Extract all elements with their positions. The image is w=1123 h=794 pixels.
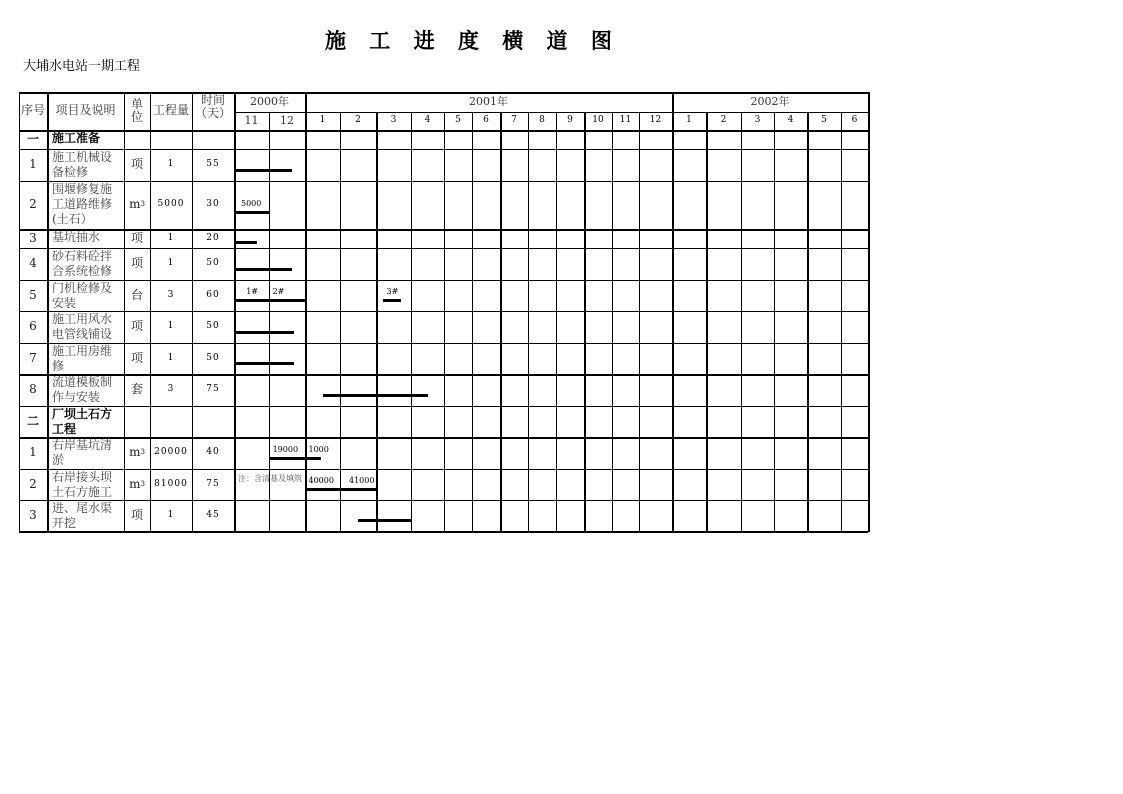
header-unit: 单位 bbox=[130, 96, 143, 124]
row-unit: 项 bbox=[130, 256, 143, 271]
row-seq: 2 bbox=[29, 476, 37, 491]
bar-label: 19000 bbox=[272, 445, 299, 454]
row-seq: 1 bbox=[29, 445, 37, 460]
progress-bar bbox=[358, 519, 411, 522]
row-duration: 20 bbox=[206, 232, 220, 243]
section-title: 厂坝土石方工程 bbox=[52, 407, 113, 436]
row-unit: m 3 bbox=[129, 476, 145, 491]
project-name: 大埔水电站一期工程 bbox=[23, 59, 141, 74]
month-divider bbox=[444, 112, 445, 532]
bar-label: 41000 bbox=[349, 476, 375, 485]
month-header: 7 bbox=[511, 115, 517, 126]
month-divider bbox=[672, 92, 674, 532]
row-duration: 50 bbox=[206, 258, 220, 269]
progress-bar bbox=[234, 299, 305, 302]
year-header: 2000年 bbox=[250, 95, 289, 109]
row-seq: 3 bbox=[29, 507, 37, 522]
row-note: 注：含清基及填筑 bbox=[238, 474, 302, 483]
bar-label: 3# bbox=[386, 287, 399, 296]
row-seq: 5 bbox=[29, 287, 37, 302]
month-divider bbox=[706, 112, 708, 532]
row-duration: 40 bbox=[206, 447, 220, 458]
month-header: 1 bbox=[686, 115, 692, 126]
row-unit: m 3 bbox=[129, 197, 145, 212]
progress-bar bbox=[234, 169, 292, 172]
month-divider bbox=[376, 112, 378, 532]
month-header: 12 bbox=[280, 113, 294, 127]
month-divider bbox=[305, 92, 307, 532]
progress-bar bbox=[269, 457, 321, 460]
row-duration: 55 bbox=[206, 159, 220, 170]
month-header: 1 bbox=[319, 115, 326, 126]
bar-label: 40000 bbox=[308, 476, 334, 485]
row-quantity: 5000 bbox=[157, 199, 185, 210]
row-unit: 项 bbox=[130, 319, 143, 334]
column-divider bbox=[47, 92, 49, 532]
row-duration: 75 bbox=[206, 478, 220, 489]
task-name: 施工用房维修 bbox=[52, 344, 113, 373]
year-header: 2001年 bbox=[469, 95, 508, 109]
row-seq: 7 bbox=[29, 350, 37, 365]
progress-bar bbox=[323, 394, 428, 397]
row-quantity: 1 bbox=[167, 258, 175, 269]
row-unit: 台 bbox=[130, 287, 143, 302]
month-header: 6 bbox=[483, 115, 489, 126]
month-header: 9 bbox=[567, 115, 573, 126]
month-divider bbox=[774, 112, 775, 532]
row-unit: 项 bbox=[130, 507, 143, 522]
row-quantity: 1 bbox=[167, 352, 175, 363]
task-name: 右岸基坑清淤 bbox=[52, 438, 113, 467]
month-divider bbox=[868, 92, 870, 532]
row-seq: 8 bbox=[29, 382, 37, 397]
month-divider bbox=[841, 112, 842, 532]
month-divider bbox=[741, 112, 742, 532]
month-header: 11 bbox=[244, 113, 259, 127]
row-duration: 75 bbox=[206, 384, 220, 395]
row-quantity: 20000 bbox=[154, 447, 188, 458]
row-quantity: 81000 bbox=[154, 478, 188, 489]
row-seq: 6 bbox=[29, 319, 37, 334]
row-quantity: 3 bbox=[167, 289, 175, 300]
task-name: 流道模板制作与安装 bbox=[52, 375, 113, 404]
row-duration: 60 bbox=[206, 289, 220, 300]
task-name: 基坑抽水 bbox=[52, 230, 101, 244]
row-quantity: 1 bbox=[167, 159, 175, 170]
month-divider bbox=[500, 112, 502, 532]
bar-label: 2# bbox=[272, 287, 285, 296]
month-header: 3 bbox=[754, 115, 761, 126]
task-name: 进、尾水渠开挖 bbox=[52, 501, 113, 530]
column-divider bbox=[234, 92, 236, 532]
month-header: 8 bbox=[539, 115, 545, 126]
bar-label: 1# bbox=[246, 287, 259, 296]
row-duration: 50 bbox=[206, 352, 220, 363]
month-divider bbox=[340, 112, 341, 532]
task-name: 砂石料砼拌合系统检修 bbox=[52, 249, 113, 278]
month-divider bbox=[807, 112, 809, 532]
progress-bar bbox=[383, 299, 401, 302]
month-divider bbox=[584, 112, 586, 532]
row-unit: 套 bbox=[130, 382, 143, 397]
row-seq: 二 bbox=[26, 413, 39, 428]
row-unit: m 3 bbox=[129, 445, 145, 460]
month-header: 5 bbox=[821, 115, 827, 126]
month-divider bbox=[269, 112, 270, 532]
month-header: 6 bbox=[851, 115, 858, 126]
task-name: 右岸接头坝土石方施工 bbox=[52, 470, 113, 499]
header-seq: 序号 bbox=[20, 103, 45, 118]
month-header: 4 bbox=[424, 115, 431, 126]
row-seq: 2 bbox=[29, 197, 37, 212]
header-quantity: 工程量 bbox=[152, 103, 189, 118]
row-seq: 3 bbox=[29, 230, 37, 245]
bar-label: 1000 bbox=[308, 445, 329, 454]
row-quantity: 1 bbox=[167, 232, 175, 243]
month-header: 3 bbox=[390, 115, 397, 126]
row-unit: 项 bbox=[130, 350, 143, 365]
month-divider bbox=[639, 112, 640, 532]
section-title: 施工准备 bbox=[52, 131, 101, 145]
row-quantity: 1 bbox=[167, 509, 175, 520]
year-header: 2002年 bbox=[750, 95, 790, 109]
month-divider bbox=[528, 112, 529, 532]
row-duration: 30 bbox=[206, 199, 220, 210]
month-divider bbox=[411, 112, 412, 532]
task-name: 门机检修及安装 bbox=[52, 281, 113, 310]
progress-bar bbox=[234, 331, 294, 334]
row-duration: 45 bbox=[206, 509, 220, 520]
month-header: 11 bbox=[619, 115, 632, 126]
progress-bar bbox=[305, 488, 376, 491]
row-seq: 4 bbox=[29, 256, 37, 271]
row-unit: 项 bbox=[130, 157, 143, 172]
row-duration: 50 bbox=[206, 321, 220, 332]
header-item: 项目及说明 bbox=[55, 103, 116, 118]
progress-bar bbox=[236, 362, 294, 365]
progress-bar bbox=[234, 211, 269, 214]
month-header: 10 bbox=[592, 115, 604, 126]
page-title: 施 工 进 度 横 道 图 bbox=[325, 29, 620, 53]
month-divider bbox=[612, 112, 613, 532]
month-header: 2 bbox=[720, 115, 727, 126]
row-seq: 一 bbox=[26, 131, 39, 146]
month-divider bbox=[472, 112, 473, 532]
month-header: 4 bbox=[787, 115, 794, 126]
task-name: 围堰修复施工道路维修(土石） bbox=[52, 182, 113, 226]
progress-bar bbox=[234, 268, 292, 271]
month-divider bbox=[556, 112, 557, 532]
month-header: 12 bbox=[649, 115, 662, 126]
bar-label: 5000 bbox=[241, 199, 262, 208]
row-quantity: 1 bbox=[167, 321, 175, 332]
task-name: 施工用风水电管线铺设 bbox=[52, 312, 113, 341]
month-header: 5 bbox=[455, 115, 461, 126]
header-duration: 时间（天） bbox=[195, 92, 232, 120]
task-name: 施工机械设备检修 bbox=[52, 150, 113, 179]
row-quantity: 3 bbox=[167, 384, 175, 395]
month-header: 2 bbox=[355, 115, 361, 126]
progress-bar bbox=[234, 241, 257, 244]
row-seq: 1 bbox=[29, 157, 37, 172]
row-unit: 项 bbox=[130, 230, 143, 245]
